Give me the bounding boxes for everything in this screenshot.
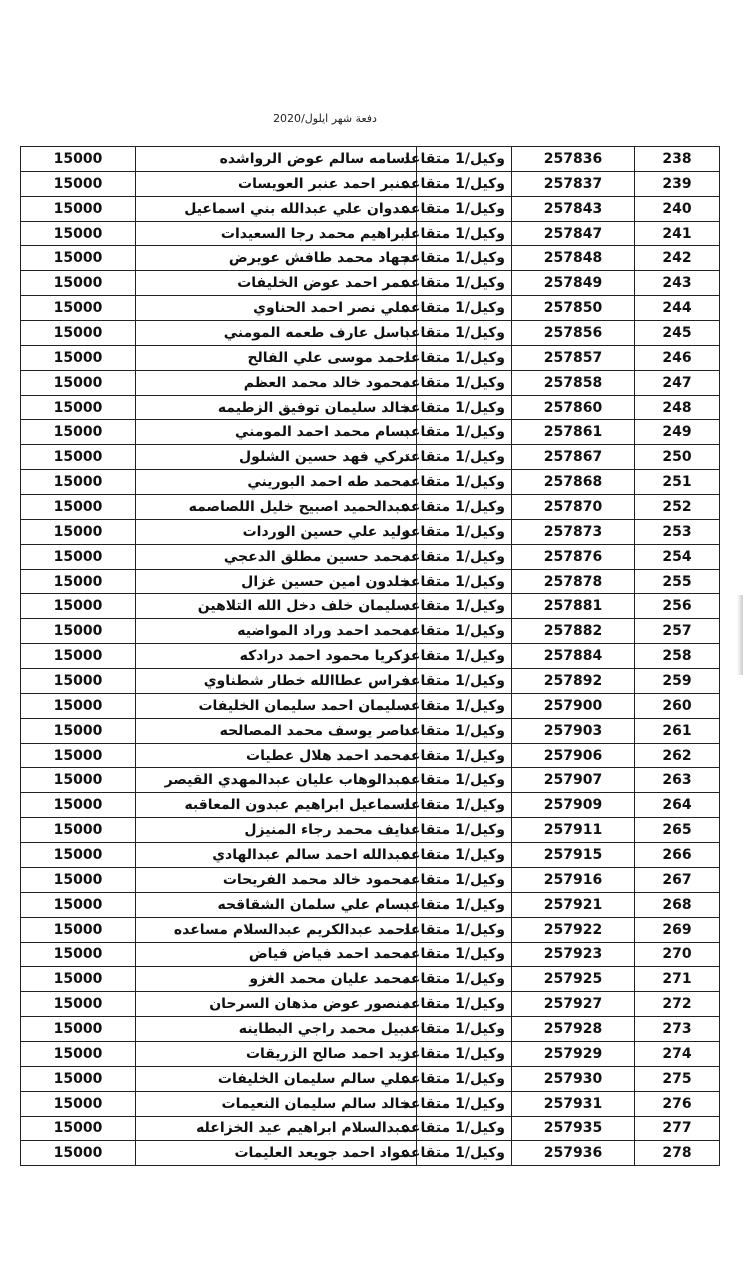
id-number-cell: 257860 xyxy=(512,395,635,420)
id-number-cell: 257847 xyxy=(512,221,635,246)
rank-cell: وكيل/1 متقاعد xyxy=(417,1116,512,1141)
table-row xyxy=(21,1116,720,1141)
id-number-cell: 257837 xyxy=(512,171,635,196)
rank-cell: وكيل/1 متقاعد xyxy=(417,992,512,1017)
payment-table xyxy=(20,146,720,1166)
name-cell: عبدالله احمد سالم عبدالهادي xyxy=(136,843,417,868)
id-number-cell: 257857 xyxy=(512,345,635,370)
table-row xyxy=(21,818,720,843)
id-number-cell: 257884 xyxy=(512,644,635,669)
table-row xyxy=(21,495,720,520)
row-number-cell: 271 xyxy=(635,967,720,992)
amount-cell: 15000 xyxy=(21,992,136,1017)
row-number-cell: 256 xyxy=(635,594,720,619)
id-number-cell: 257923 xyxy=(512,942,635,967)
amount-cell: 15000 xyxy=(21,1066,136,1091)
rank-cell: وكيل/1 متقاعد xyxy=(417,644,512,669)
name-cell: علي سالم سليمان الخليفات xyxy=(136,1066,417,1091)
name-cell: سليمان خلف دخل الله التلاهين xyxy=(136,594,417,619)
name-cell: احمد موسى علي الفالح xyxy=(136,345,417,370)
table-row xyxy=(21,296,720,321)
amount-cell: 15000 xyxy=(21,420,136,445)
amount-cell: 15000 xyxy=(21,321,136,346)
id-number-cell: 257916 xyxy=(512,867,635,892)
id-number-cell: 257915 xyxy=(512,843,635,868)
row-number-cell: 241 xyxy=(635,221,720,246)
id-number-cell: 257927 xyxy=(512,992,635,1017)
row-number-cell: 274 xyxy=(635,1041,720,1066)
amount-cell: 15000 xyxy=(21,171,136,196)
name-cell: محمود خالد محمد الفريحات xyxy=(136,867,417,892)
rank-cell: وكيل/1 متقاعد xyxy=(417,594,512,619)
table-row xyxy=(21,892,720,917)
row-number-cell: 277 xyxy=(635,1116,720,1141)
id-number-cell: 257870 xyxy=(512,495,635,520)
rank-cell: وكيل/1 متقاعد xyxy=(417,544,512,569)
name-cell: محمد احمد هلال عطيات xyxy=(136,743,417,768)
table-row xyxy=(21,967,720,992)
id-number-cell: 257892 xyxy=(512,669,635,694)
name-cell: باسل عارف طعمه المومني xyxy=(136,321,417,346)
table-row xyxy=(21,420,720,445)
amount-cell: 15000 xyxy=(21,892,136,917)
name-cell: ابراهيم محمد رجا السعيدات xyxy=(136,221,417,246)
row-number-cell: 266 xyxy=(635,843,720,868)
table-row xyxy=(21,992,720,1017)
amount-cell: 15000 xyxy=(21,370,136,395)
row-number-cell: 252 xyxy=(635,495,720,520)
id-number-cell: 257848 xyxy=(512,246,635,271)
id-number-cell: 257867 xyxy=(512,445,635,470)
amount-cell: 15000 xyxy=(21,147,136,172)
name-cell: زيد احمد صالح الزريقات xyxy=(136,1041,417,1066)
amount-cell: 15000 xyxy=(21,768,136,793)
row-number-cell: 251 xyxy=(635,470,720,495)
id-number-cell: 257882 xyxy=(512,619,635,644)
row-number-cell: 269 xyxy=(635,917,720,942)
id-number-cell: 257929 xyxy=(512,1041,635,1066)
name-cell: خالد سالم سليمان النعيمات xyxy=(136,1091,417,1116)
amount-cell: 15000 xyxy=(21,470,136,495)
amount-cell: 15000 xyxy=(21,345,136,370)
row-number-cell: 270 xyxy=(635,942,720,967)
name-cell: جهاد محمد طافش عويرض xyxy=(136,246,417,271)
row-number-cell: 278 xyxy=(635,1141,720,1166)
row-number-cell: 253 xyxy=(635,519,720,544)
amount-cell: 15000 xyxy=(21,221,136,246)
id-number-cell: 257911 xyxy=(512,818,635,843)
table-row xyxy=(21,470,720,495)
id-number-cell: 257931 xyxy=(512,1091,635,1116)
row-number-cell: 261 xyxy=(635,718,720,743)
table-row xyxy=(21,1141,720,1166)
name-cell: بسام محمد احمد المومني xyxy=(136,420,417,445)
name-cell: خلدون امين حسين غزال xyxy=(136,569,417,594)
rank-cell: وكيل/1 متقاعد xyxy=(417,196,512,221)
table-body xyxy=(21,147,720,1166)
amount-cell: 15000 xyxy=(21,967,136,992)
table-row xyxy=(21,370,720,395)
rank-cell: وكيل/1 متقاعد xyxy=(417,445,512,470)
rank-cell: وكيل/1 متقاعد xyxy=(417,843,512,868)
amount-cell: 15000 xyxy=(21,519,136,544)
rank-cell: وكيل/1 متقاعد xyxy=(417,519,512,544)
rank-cell: وكيل/1 متقاعد xyxy=(417,1141,512,1166)
rank-cell: وكيل/1 متقاعد xyxy=(417,768,512,793)
amount-cell: 15000 xyxy=(21,1041,136,1066)
table-row xyxy=(21,321,720,346)
row-number-cell: 249 xyxy=(635,420,720,445)
name-cell: نبيل محمد راجي البطاينه xyxy=(136,1017,417,1042)
amount-cell: 15000 xyxy=(21,644,136,669)
id-number-cell: 257930 xyxy=(512,1066,635,1091)
name-cell: محمد طه احمد البوريني xyxy=(136,470,417,495)
amount-cell: 15000 xyxy=(21,544,136,569)
name-cell: احمد عبدالكريم عبدالسلام مساعده xyxy=(136,917,417,942)
table-row xyxy=(21,843,720,868)
row-number-cell: 262 xyxy=(635,743,720,768)
amount-cell: 15000 xyxy=(21,619,136,644)
row-number-cell: 272 xyxy=(635,992,720,1017)
table-row xyxy=(21,669,720,694)
row-number-cell: 257 xyxy=(635,619,720,644)
table-row xyxy=(21,1017,720,1042)
rank-cell: وكيل/1 متقاعد xyxy=(417,569,512,594)
table-row xyxy=(21,196,720,221)
id-number-cell: 257925 xyxy=(512,967,635,992)
table-row xyxy=(21,867,720,892)
id-number-cell: 257881 xyxy=(512,594,635,619)
id-number-cell: 257868 xyxy=(512,470,635,495)
amount-cell: 15000 xyxy=(21,818,136,843)
rank-cell: وكيل/1 متقاعد xyxy=(417,321,512,346)
id-number-cell: 257850 xyxy=(512,296,635,321)
rank-cell: وكيل/1 متقاعد xyxy=(417,147,512,172)
rank-cell: وكيل/1 متقاعد xyxy=(417,619,512,644)
row-number-cell: 242 xyxy=(635,246,720,271)
row-number-cell: 276 xyxy=(635,1091,720,1116)
amount-cell: 15000 xyxy=(21,942,136,967)
id-number-cell: 257878 xyxy=(512,569,635,594)
rank-cell: وكيل/1 متقاعد xyxy=(417,1041,512,1066)
table-row xyxy=(21,1066,720,1091)
rank-cell: وكيل/1 متقاعد xyxy=(417,967,512,992)
rank-cell: وكيل/1 متقاعد xyxy=(417,669,512,694)
table-row xyxy=(21,768,720,793)
amount-cell: 15000 xyxy=(21,1116,136,1141)
rank-cell: وكيل/1 متقاعد xyxy=(417,470,512,495)
rank-cell: وكيل/1 متقاعد xyxy=(417,271,512,296)
rank-cell: وكيل/1 متقاعد xyxy=(417,495,512,520)
page-edge-shadow xyxy=(737,595,743,675)
name-cell: عمر احمد عوض الخليفات xyxy=(136,271,417,296)
table-row xyxy=(21,942,720,967)
name-cell: علي نصر احمد الحناوي xyxy=(136,296,417,321)
row-number-cell: 260 xyxy=(635,693,720,718)
rank-cell: وكيل/1 متقاعد xyxy=(417,345,512,370)
table-row xyxy=(21,345,720,370)
table-row xyxy=(21,1091,720,1116)
amount-cell: 15000 xyxy=(21,1141,136,1166)
row-number-cell: 254 xyxy=(635,544,720,569)
table-row xyxy=(21,246,720,271)
rank-cell: وكيل/1 متقاعد xyxy=(417,171,512,196)
table-row xyxy=(21,644,720,669)
name-cell: محمد عليان محمد الغزو xyxy=(136,967,417,992)
table-row xyxy=(21,271,720,296)
table-row xyxy=(21,693,720,718)
rank-cell: وكيل/1 متقاعد xyxy=(417,296,512,321)
amount-cell: 15000 xyxy=(21,569,136,594)
table-row xyxy=(21,221,720,246)
id-number-cell: 257921 xyxy=(512,892,635,917)
name-cell: عواد احمد جويعد العليمات xyxy=(136,1141,417,1166)
id-number-cell: 257903 xyxy=(512,718,635,743)
table-row xyxy=(21,171,720,196)
rank-cell: وكيل/1 متقاعد xyxy=(417,867,512,892)
rank-cell: وكيل/1 متقاعد xyxy=(417,370,512,395)
row-number-cell: 240 xyxy=(635,196,720,221)
name-cell: بسام علي سلمان الشقاقحه xyxy=(136,892,417,917)
name-cell: خالد سليمان توفيق الزطيمه xyxy=(136,395,417,420)
id-number-cell: 257858 xyxy=(512,370,635,395)
name-cell: منصور عوض مذهان السرحان xyxy=(136,992,417,1017)
id-number-cell: 257873 xyxy=(512,519,635,544)
row-number-cell: 268 xyxy=(635,892,720,917)
id-number-cell: 257843 xyxy=(512,196,635,221)
rank-cell: وكيل/1 متقاعد xyxy=(417,942,512,967)
amount-cell: 15000 xyxy=(21,395,136,420)
id-number-cell: 257922 xyxy=(512,917,635,942)
table-row xyxy=(21,544,720,569)
table-row xyxy=(21,594,720,619)
name-cell: محمد حسين مطلق الدعجي xyxy=(136,544,417,569)
amount-cell: 15000 xyxy=(21,495,136,520)
table-row xyxy=(21,743,720,768)
amount-cell: 15000 xyxy=(21,743,136,768)
document-caption: دفعة شهر ايلول/2020 xyxy=(273,112,377,125)
name-cell: وليد علي حسين الوردات xyxy=(136,519,417,544)
id-number-cell: 257936 xyxy=(512,1141,635,1166)
amount-cell: 15000 xyxy=(21,445,136,470)
rank-cell: وكيل/1 متقاعد xyxy=(417,420,512,445)
table-row xyxy=(21,147,720,172)
amount-cell: 15000 xyxy=(21,718,136,743)
name-cell: محمد احمد فياض فياض xyxy=(136,942,417,967)
name-cell: اسماعيل ابراهيم عبدون المعاقبه xyxy=(136,793,417,818)
rank-cell: وكيل/1 متقاعد xyxy=(417,718,512,743)
rank-cell: وكيل/1 متقاعد xyxy=(417,743,512,768)
id-number-cell: 257906 xyxy=(512,743,635,768)
row-number-cell: 238 xyxy=(635,147,720,172)
amount-cell: 15000 xyxy=(21,669,136,694)
name-cell: تركي فهد حسين الشلول xyxy=(136,445,417,470)
table-row xyxy=(21,718,720,743)
id-number-cell: 257876 xyxy=(512,544,635,569)
name-cell: عبدالوهاب عليان عبدالمهدي القيصر xyxy=(136,768,417,793)
rank-cell: وكيل/1 متقاعد xyxy=(417,917,512,942)
id-number-cell: 257909 xyxy=(512,793,635,818)
row-number-cell: 247 xyxy=(635,370,720,395)
row-number-cell: 264 xyxy=(635,793,720,818)
name-cell: عدوان علي عبدالله بني اسماعيل xyxy=(136,196,417,221)
row-number-cell: 243 xyxy=(635,271,720,296)
amount-cell: 15000 xyxy=(21,793,136,818)
name-cell: محمد احمد وراد المواضيه xyxy=(136,619,417,644)
rank-cell: وكيل/1 متقاعد xyxy=(417,818,512,843)
row-number-cell: 259 xyxy=(635,669,720,694)
row-number-cell: 250 xyxy=(635,445,720,470)
rank-cell: وكيل/1 متقاعد xyxy=(417,1017,512,1042)
table-row xyxy=(21,1041,720,1066)
name-cell: اسامه سالم عوض الرواشده xyxy=(136,147,417,172)
amount-cell: 15000 xyxy=(21,271,136,296)
table-row xyxy=(21,619,720,644)
row-number-cell: 246 xyxy=(635,345,720,370)
row-number-cell: 239 xyxy=(635,171,720,196)
amount-cell: 15000 xyxy=(21,196,136,221)
row-number-cell: 267 xyxy=(635,867,720,892)
name-cell: عبدالسلام ابراهيم عيد الخزاعله xyxy=(136,1116,417,1141)
name-cell: زكريا محمود احمد درادكه xyxy=(136,644,417,669)
amount-cell: 15000 xyxy=(21,594,136,619)
row-number-cell: 248 xyxy=(635,395,720,420)
rank-cell: وكيل/1 متقاعد xyxy=(417,221,512,246)
row-number-cell: 244 xyxy=(635,296,720,321)
rank-cell: وكيل/1 متقاعد xyxy=(417,395,512,420)
table-row xyxy=(21,519,720,544)
name-cell: فراس عطاالله خطار شطناوي xyxy=(136,669,417,694)
amount-cell: 15000 xyxy=(21,296,136,321)
amount-cell: 15000 xyxy=(21,867,136,892)
id-number-cell: 257935 xyxy=(512,1116,635,1141)
table-row xyxy=(21,569,720,594)
table-row xyxy=(21,445,720,470)
rank-cell: وكيل/1 متقاعد xyxy=(417,793,512,818)
name-cell: عنبر احمد عنبر العويسات xyxy=(136,171,417,196)
rank-cell: وكيل/1 متقاعد xyxy=(417,1066,512,1091)
amount-cell: 15000 xyxy=(21,693,136,718)
amount-cell: 15000 xyxy=(21,917,136,942)
row-number-cell: 275 xyxy=(635,1066,720,1091)
table-row xyxy=(21,917,720,942)
id-number-cell: 257928 xyxy=(512,1017,635,1042)
table-row xyxy=(21,395,720,420)
id-number-cell: 257856 xyxy=(512,321,635,346)
row-number-cell: 245 xyxy=(635,321,720,346)
row-number-cell: 273 xyxy=(635,1017,720,1042)
row-number-cell: 255 xyxy=(635,569,720,594)
row-number-cell: 263 xyxy=(635,768,720,793)
rank-cell: وكيل/1 متقاعد xyxy=(417,246,512,271)
amount-cell: 15000 xyxy=(21,246,136,271)
rank-cell: وكيل/1 متقاعد xyxy=(417,892,512,917)
id-number-cell: 257861 xyxy=(512,420,635,445)
name-cell: محمود خالد محمد العظم xyxy=(136,370,417,395)
name-cell: سليمان احمد سليمان الخليفات xyxy=(136,693,417,718)
amount-cell: 15000 xyxy=(21,843,136,868)
amount-cell: 15000 xyxy=(21,1017,136,1042)
id-number-cell: 257907 xyxy=(512,768,635,793)
table-row xyxy=(21,793,720,818)
id-number-cell: 257836 xyxy=(512,147,635,172)
name-cell: ناصر يوسف محمد المصالحه xyxy=(136,718,417,743)
name-cell: عبدالحميد اصبيح خليل اللصاصمه xyxy=(136,495,417,520)
amount-cell: 15000 xyxy=(21,1091,136,1116)
id-number-cell: 257900 xyxy=(512,693,635,718)
rank-cell: وكيل/1 متقاعد xyxy=(417,693,512,718)
row-number-cell: 265 xyxy=(635,818,720,843)
row-number-cell: 258 xyxy=(635,644,720,669)
name-cell: نايف محمد رجاء المنيزل xyxy=(136,818,417,843)
rank-cell: وكيل/1 متقاعد xyxy=(417,1091,512,1116)
id-number-cell: 257849 xyxy=(512,271,635,296)
